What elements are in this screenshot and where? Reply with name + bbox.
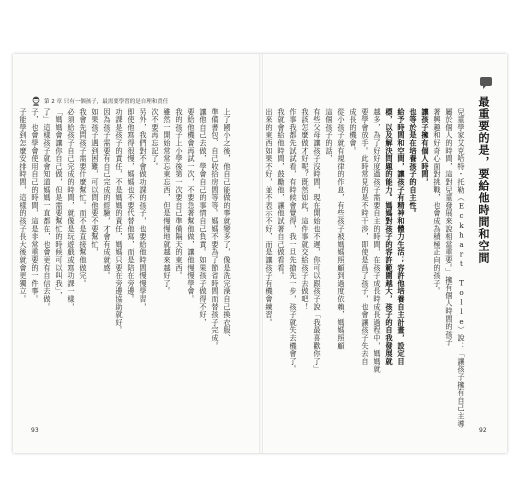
left-text-column: 準備書包、自己收拾房間等等。媽媽不要為了節省時間而替孩子完成。: [211, 108, 220, 350]
chapter-header-text: 第 2 章 只有一個孩子，最需要學習的是自理和責任: [44, 99, 169, 105]
right-text-column: 這個孩子的話，: [325, 108, 334, 163]
right-text-column: 出來的東西如果不好，並不表示不好，而是讓孩子有機會練習。: [265, 108, 274, 327]
right-text-column: 兒童學家艾克哈特・托勒（Eckhart Tolle）說：「讓孩子擁有自己主導: [457, 108, 466, 428]
right-text-column: 作事我都先試試看，有時候會覺得，我一旦先搶先一步，孩子就失去機會了。: [289, 108, 298, 374]
speech-bubble-icon: [479, 76, 493, 90]
left-text-column: 雖然一開始常常忘東忘西，但是慢慢地就越來越好了。: [163, 108, 172, 296]
left-text-column: 我的孩子上小學後第一次要自己準備隔天的東西。: [175, 108, 184, 280]
right-text-column-emphasis: 標，以及解決問題的能力。媽媽對孩子的容許範圍越大，孩子的自我發展就: [385, 108, 394, 366]
right-text-column: 著興趣和好奇心面對挑戰，也會成為積極正向的孩子。: [433, 108, 442, 296]
left-text-column: 即使他寫得很慢，媽媽也不要代替他寫，而是陪在旁邊。: [127, 108, 136, 303]
left-text-column: 我會先問孩子需要什麼幫忙。而不是直接幫他做完。: [79, 108, 88, 288]
book-gutter: [259, 54, 263, 453]
left-text-column: 上了國小之後，他自己能做的事就變多了，像是洗完澡自己換衣服、: [223, 108, 232, 342]
girl-cartoon-icon: [31, 96, 41, 106]
left-text-column: 子能學到怎麼安排時間，這樣的孩子長大後就會更獨立。: [19, 108, 28, 303]
left-text-column: 如果孩子遇到困難，可以問他要不要幫忙，: [91, 108, 100, 257]
right-text-column: 從小孩子就有規律的作息，有些孩子被媽媽照顧到過度依賴，媽媽照顧: [337, 108, 346, 350]
left-text-column: 子，也會學會使用自己的時間，這是非常重要的一件事。: [31, 108, 40, 303]
left-text-column: 次不要再忘記了。: [151, 108, 160, 171]
left-text-column: 了」這樣孩子就會知道媽媽一直都在，也會更有自信去做。: [43, 108, 52, 311]
right-text-column: 要學會放手。此時常見的是不時干涉，即使是爲了孩子，也會讓孩子失去自: [361, 108, 370, 366]
right-text-column: 我就會給他時間，鼓勵他，讓他試著自己做看看。: [277, 108, 286, 280]
page-number-left: 93: [31, 427, 39, 434]
left-text-column: 讓他自己去做，學會自己的事情自己負責。如果孩子做得不好，: [199, 108, 208, 327]
chapter-header: [31, 96, 168, 106]
book-spread: [13, 54, 507, 453]
page-number-right: 92: [479, 427, 487, 434]
right-text-column: 成長的機會。: [349, 108, 358, 155]
left-text-column: 必須給孩子自己完成的時間，就像是玩遊戲或寫功課一樣，: [67, 108, 76, 311]
left-text-column: 「媽媽會讓你自己做，但是需要幫忙的時候可以叫我」，: [55, 108, 64, 300]
section-title: 最重要的是，要給他時間和空間: [477, 96, 490, 264]
right-text-column-emphasis: 給予時間和空間，讓孩子有精神和體力生活；容許他培養自主計畫，設定目: [397, 108, 406, 366]
right-text-column: 有些父母讓孩子沒時間，現在開始也不遲，你可以跟孩子說「我最喜歡你了」: [313, 108, 322, 374]
left-text-column: 功課是孩子的責任，不是媽媽的責任，媽媽只要在旁邊協助就好。: [115, 108, 124, 335]
right-text-column-emphasis: 讓孩子擁有個人時間，: [421, 108, 430, 186]
right-text-column-emphasis: 也等於是在培養孩子的自主性。: [409, 108, 418, 218]
left-text-column: 因為孩子需要有自己完成的經驗，才會有成就感。: [103, 108, 112, 280]
left-text-column: 要給他機會再試一次，不要急著幫他做，讓他慢慢學會。: [187, 108, 196, 303]
right-text-column: 越多，為了好好度過孩子需要自主的時間，在孩子成長時成長過程中，媽媽就: [373, 108, 382, 374]
section-title-block: [471, 74, 499, 324]
left-text-column: 另外，我們對不會做功課的孩子，也要給他時間慢慢學習，: [139, 108, 148, 311]
right-text-column: 我該怎麼做才好呢？既然如此，這件事就交給孩子去做吧！: [301, 108, 310, 311]
right-text-column: 屬於個人的時間，這對兒童發展來說相當重要。」擁有個人時間的孩子: [445, 108, 454, 347]
